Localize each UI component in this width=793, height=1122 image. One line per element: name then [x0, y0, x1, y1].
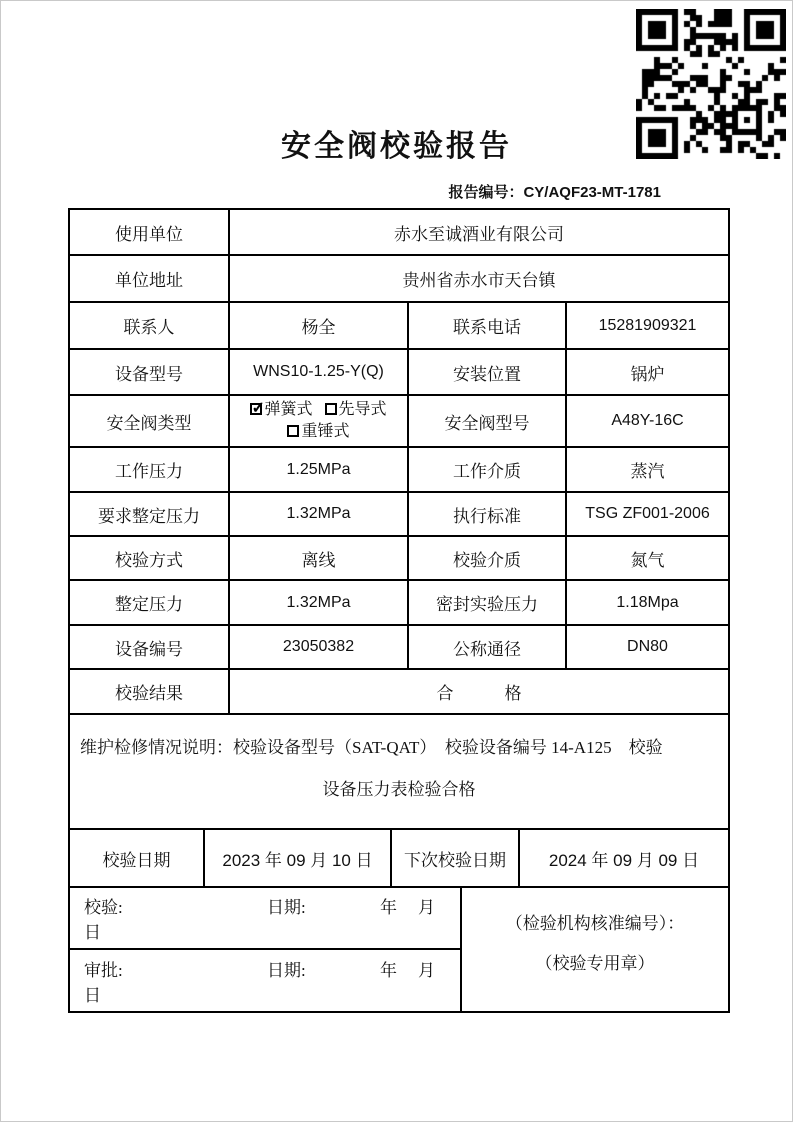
field-calib-medium-value: 氮气 [566, 536, 729, 580]
field-device-no-value: 23050382 [229, 625, 408, 669]
field-valve-model-label: 安全阀型号 [408, 395, 566, 447]
checkbox-pilot-label: 先导式 [338, 401, 387, 418]
field-set-pressure-label: 整定压力 [69, 580, 229, 625]
field-device-model-label: 设备型号 [69, 349, 229, 395]
checkbox-weight-box[interactable] [287, 425, 299, 437]
verifier-ymd: 年 月 日 [84, 898, 456, 942]
checkbox-weight[interactable] [287, 421, 349, 443]
field-valve-type-label: 安全阀类型 [69, 395, 229, 447]
verifier-date-label: 日期: [266, 898, 306, 917]
field-device-no-label: 设备编号 [69, 625, 229, 669]
checkbox-spring-box[interactable] [250, 403, 262, 415]
table-row [69, 395, 729, 447]
table-row [69, 580, 729, 625]
field-calib-medium-label: 校验介质 [408, 536, 566, 580]
table-row [69, 714, 729, 829]
field-req-set-pressure-value: 1.32MPa [229, 492, 408, 536]
dates-table [68, 828, 730, 888]
field-phone-label: 联系电话 [408, 302, 566, 349]
field-calib-method-label: 校验方式 [69, 536, 229, 580]
approver-signature-cell [69, 949, 461, 1012]
valve-type-options [229, 395, 408, 447]
stamp-cell [461, 887, 729, 1012]
field-diameter-label: 公称通径 [408, 625, 566, 669]
verifier-signature-cell [69, 887, 461, 949]
field-calib-date-label: 校验日期 [69, 829, 204, 887]
table-row [69, 536, 729, 580]
field-calib-date-value: 2023 年 09 月 10 日 [204, 829, 391, 887]
checkbox-pilot-box[interactable] [325, 403, 337, 415]
table-row [69, 625, 729, 669]
field-address-value: 贵州省赤水市天台镇 [229, 255, 729, 302]
stamp-label: （校验专用章） [535, 954, 655, 973]
field-req-set-pressure-label: 要求整定压力 [69, 492, 229, 536]
field-work-pressure-value: 1.25MPa [229, 447, 408, 492]
table-row [69, 447, 729, 492]
field-standard-label: 执行标准 [408, 492, 566, 536]
field-result-value: 合 格 [229, 669, 729, 714]
field-seal-pressure-label: 密封实验压力 [408, 580, 566, 625]
table-row [69, 255, 729, 302]
main-table [68, 208, 730, 830]
page-title: 安全阀校验报告 [281, 130, 512, 163]
field-calib-method-value: 离线 [229, 536, 408, 580]
field-work-pressure-label: 工作压力 [69, 447, 229, 492]
table-row [69, 302, 729, 349]
report-number-label: 报告编号： [448, 185, 524, 201]
report-tables [68, 208, 728, 1013]
field-device-model-value: WNS10-1.25-Y(Q) [229, 349, 408, 395]
signature-table [68, 886, 730, 1013]
table-row [69, 887, 729, 949]
field-install-pos-value: 锅炉 [566, 349, 729, 395]
org-code-label: （检验机构核准编号）： [505, 914, 685, 933]
maintenance-note-line1: 维护检修情况说明：校验设备型号（SAT-QAT） 校验设备编号 14-A125 校验 [80, 738, 663, 757]
field-contact-label: 联系人 [69, 302, 229, 349]
maintenance-note [69, 714, 729, 829]
field-standard-value: TSG ZF001-2006 [566, 492, 729, 536]
field-phone-value: 15281909321 [566, 302, 729, 349]
maintenance-note-line2: 设备压力表检验合格 [322, 780, 476, 799]
field-install-pos-label: 安装位置 [408, 349, 566, 395]
field-contact-value: 杨全 [229, 302, 408, 349]
checkbox-weight-label: 重锤式 [301, 423, 350, 440]
field-seal-pressure-value: 1.18Mpa [566, 580, 729, 625]
field-valve-model-value: A48Y-16C [566, 395, 729, 447]
field-diameter-value: DN80 [566, 625, 729, 669]
verifier-label: 校验: [84, 898, 123, 917]
report-number-value: CY/AQF23-MT-1781 [523, 184, 661, 201]
approver-date-label: 日期: [266, 960, 306, 980]
field-company-label: 使用单位 [69, 209, 229, 255]
field-company-value: 赤水至诚酒业有限公司 [229, 209, 729, 255]
approver-ymd: 年 月 日 [84, 960, 456, 1005]
report-number [68, 181, 661, 202]
field-work-medium-label: 工作介质 [408, 447, 566, 492]
checkbox-pilot[interactable] [325, 399, 387, 421]
table-row [69, 209, 729, 255]
field-next-date-label: 下次校验日期 [391, 829, 519, 887]
table-row [69, 669, 729, 714]
table-row [69, 349, 729, 395]
checkbox-spring[interactable] [250, 399, 312, 421]
field-result-label: 校验结果 [69, 669, 229, 714]
table-row [69, 492, 729, 536]
field-set-pressure-value: 1.32MPa [229, 580, 408, 625]
approver-label: 审批: [84, 960, 123, 980]
checkbox-spring-label: 弹簧式 [264, 401, 313, 418]
table-row [69, 829, 729, 887]
field-next-date-value: 2024 年 09 月 09 日 [519, 829, 729, 887]
field-work-medium-value: 蒸汽 [566, 447, 729, 492]
field-address-label: 单位地址 [69, 255, 229, 302]
